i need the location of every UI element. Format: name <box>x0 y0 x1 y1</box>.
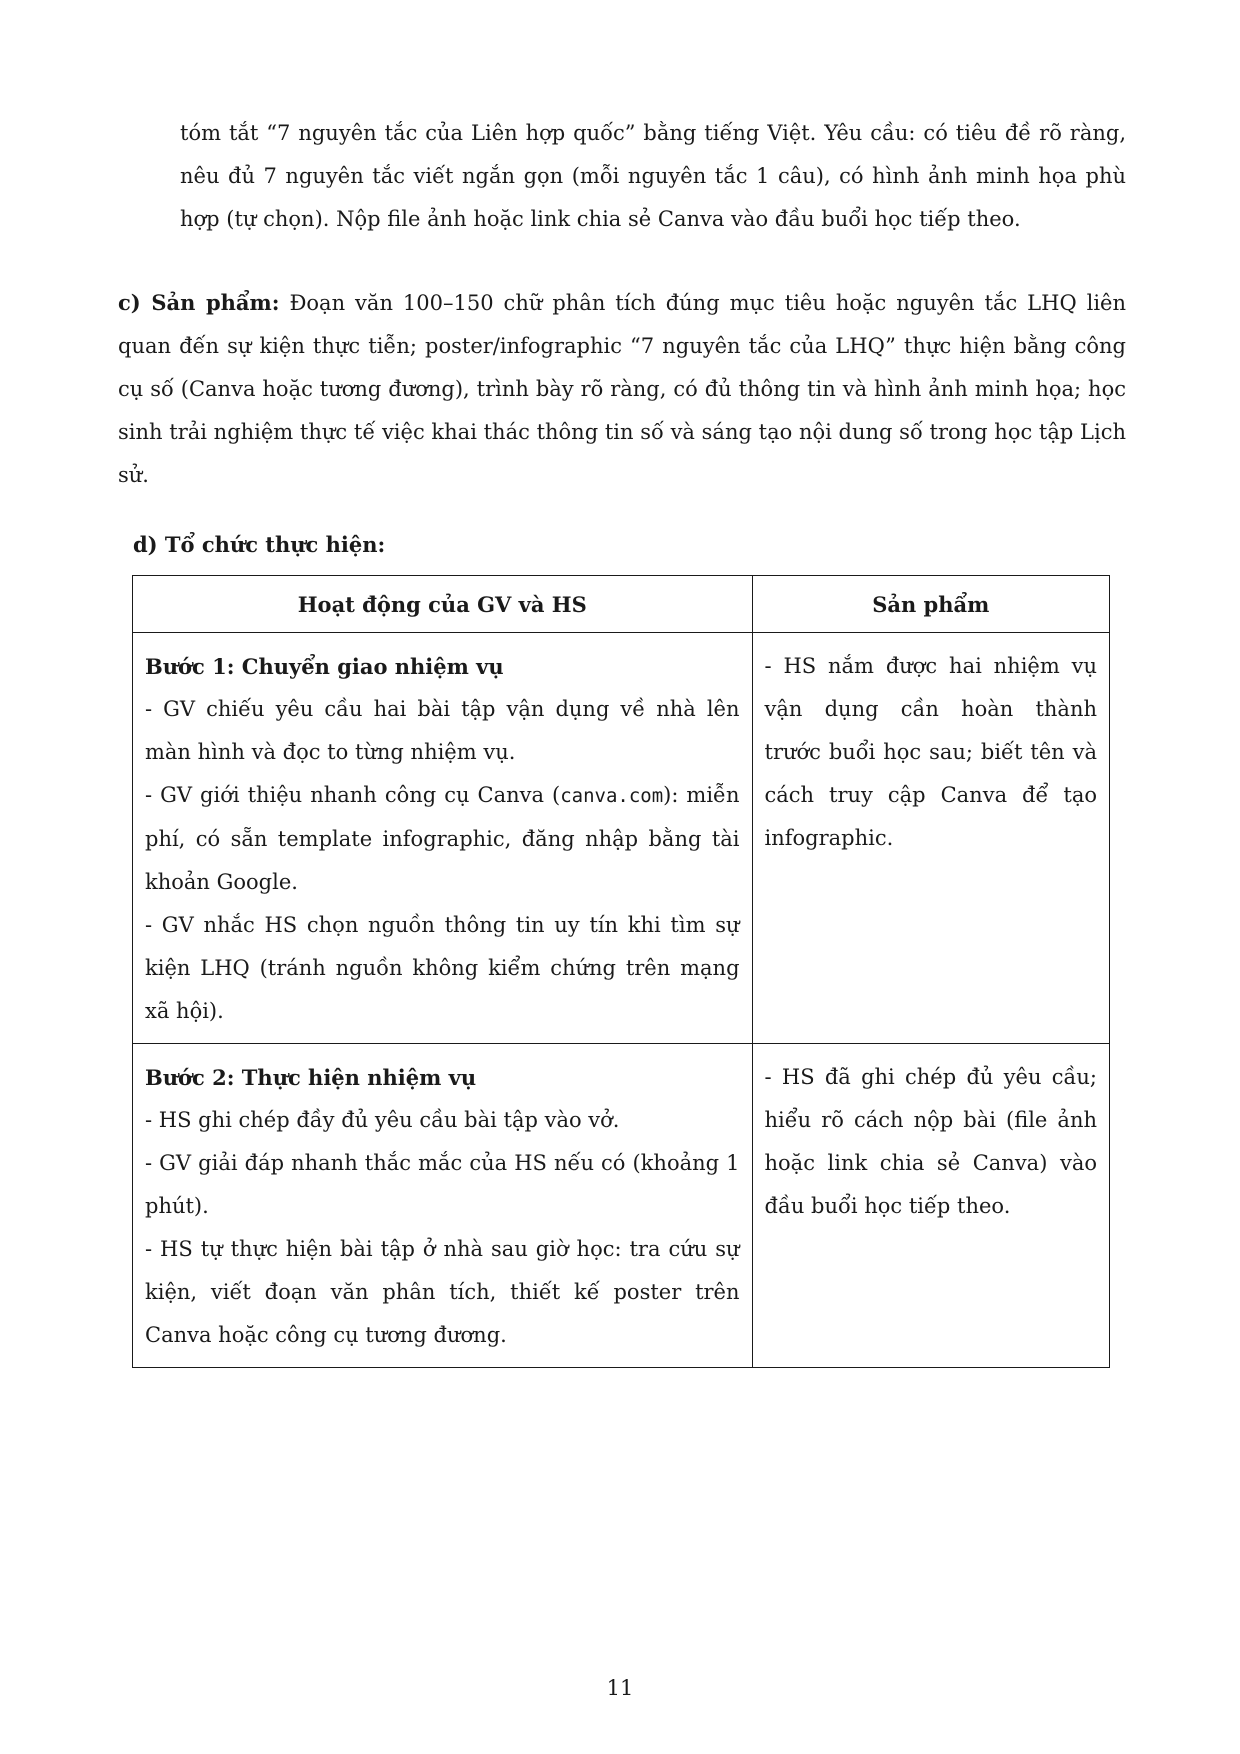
header-product: Sản phẩm <box>752 576 1109 633</box>
product-section-text: Đoạn văn 100–150 chữ phân tích đúng mục tiêu hoặc nguyên tắc LHQ liên quan đến sự kiện thực tiễn; poster/infographic “7 nguyên tắc của LHQ” thực hiện bằng công cụ số (Canva hoặc tương đương), trình bày rõ ràng, có đủ thông tin và hình ảnh minh họa; học sinh trải nghiệm thực tế việc khai thác thông tin số và sáng tạo nội dung số trong học tập Lịch sử. <box>118 291 1127 487</box>
header-activity: Hoạt động của GV và HS <box>133 576 753 633</box>
step1-title: Bước 1: Chuyển giao nhiệm vụ <box>145 654 504 679</box>
product-section-label: c) Sản phẩm: <box>118 290 280 315</box>
assignment-continuation-paragraph: tóm tắt “7 nguyên tắc của Liên hợp quốc” bằng tiếng Việt. Yêu cầu: có tiêu đề rõ ràng, nêu đủ 7 nguyên tắc viết ngắn gọn (mỗi nguyên tắc 1 câu), có hình ảnh minh họa phù hợp (tự chọn). Nộp file ảnh hoặc link chia sẻ Canva vào đầu buổi học tiếp theo. <box>180 121 1126 231</box>
step2-product-cell: - HS đã ghi chép đủ yêu cầu; hiểu rõ cách nộp bài (file ảnh hoặc link chia sẻ Canva) vào đầu buổi học tiếp theo. <box>752 1044 1109 1368</box>
table-header-row <box>133 576 1110 633</box>
product-section-paragraph <box>118 281 1126 497</box>
step1-line3: - GV nhắc HS chọn nguồn thông tin uy tín khi tìm sự kiện LHQ (tránh nguồn không kiểm chứng trên mạng xã hội). <box>145 913 740 1023</box>
step1-line2 <box>145 774 740 904</box>
step2-activity-cell <box>133 1044 753 1368</box>
step2-title: Bước 2: Thực hiện nhiệm vụ <box>145 1065 477 1090</box>
step2-line2: - GV giải đáp nhanh thắc mắc của HS nếu có (khoảng 1 phút). <box>145 1151 740 1218</box>
step2-line3: - HS tự thực hiện bài tập ở nhà sau giờ học: tra cứu sự kiện, viết đoạn văn phân tích, thiết kế poster trên Canva hoặc công cụ tương đương. <box>145 1237 740 1347</box>
step2-line1: - HS ghi chép đầy đủ yêu cầu bài tập vào vở. <box>145 1108 620 1132</box>
organization-heading: d) Tổ chức thực hiện: <box>133 532 386 557</box>
step1-line2-before: - GV giới thiệu nhanh công cụ Canva ( <box>145 783 561 807</box>
step1-product-cell: - HS nắm được hai nhiệm vụ vận dụng cần hoàn thành trước buổi học sau; biết tên và cách truy cập Canva để tạo infographic. <box>752 633 1109 1044</box>
table-row <box>133 1044 1110 1368</box>
table-row <box>133 633 1110 1044</box>
page-number: 11 <box>606 1676 634 1700</box>
step1-activity-cell <box>133 633 753 1044</box>
step1-line2-after: ): miễn phí, có sẵn template infographic, đăng nhập bằng tài khoản Google. <box>145 783 740 894</box>
canva-url: canva.com <box>560 785 664 807</box>
activity-table <box>132 575 1110 1368</box>
step1-line1: - GV chiếu yêu cầu hai bài tập vận dụng về nhà lên màn hình và đọc to từng nhiệm vụ. <box>145 697 740 764</box>
